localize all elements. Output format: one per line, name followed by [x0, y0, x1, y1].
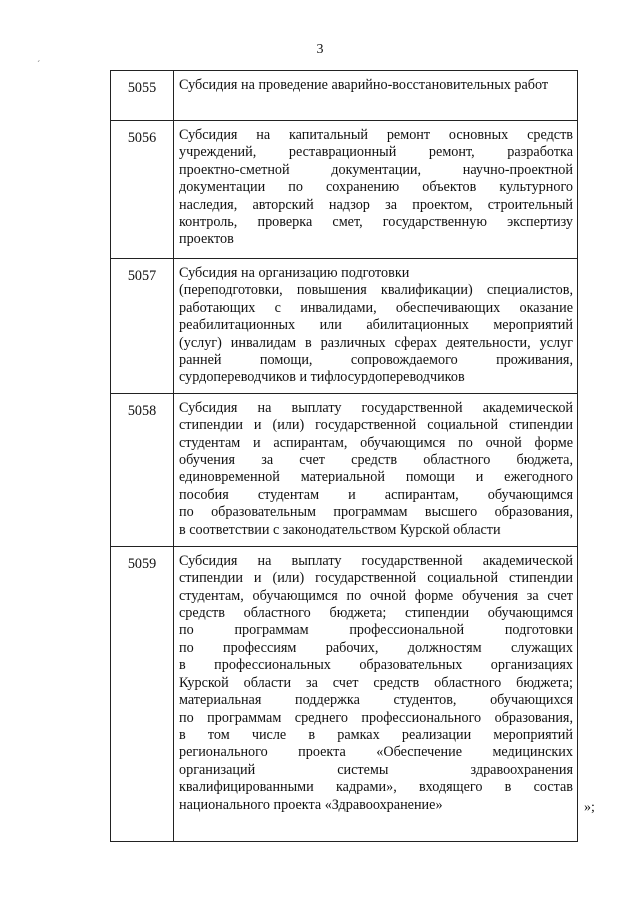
description-line: документации по сохранению объектов культурного [179, 179, 573, 196]
description-line: проектов [179, 231, 234, 248]
stray-mark: ˊ [37, 60, 41, 71]
description-line: в том числе в рамках реализации мероприятий [179, 726, 573, 743]
table-row [111, 71, 578, 121]
table-row [111, 393, 578, 546]
description-line: (переподготовки, повышения квалификации) специалистов, [179, 282, 573, 299]
subsidy-code-table [110, 70, 578, 842]
subsidy-code: 5058 [111, 393, 174, 546]
subsidy-description [174, 71, 578, 121]
table-row [111, 546, 578, 841]
description-line: Субсидия на проведение аварийно-восстановительных работ [179, 77, 549, 93]
description-line: обучения за счет средств областного бюджета, [179, 452, 573, 469]
description-line: Субсидия на организацию подготовки [179, 265, 410, 281]
description-line: ранней помощи, сопровождаемого проживания, [179, 352, 573, 369]
table-row [111, 121, 578, 259]
page-number: 3 [316, 42, 324, 57]
description-line: реабилитационных или абилитационных мероприятий [179, 317, 573, 334]
description-line: проектно-сметной документации, научно-проектной [179, 161, 573, 178]
description-line: по программам профессиональной подготовки [179, 622, 573, 639]
description-line: наследия, авторский надзор за проектом, строительный [179, 196, 573, 213]
description-line: учреждений, реставрационный ремонт, разработка [179, 144, 573, 161]
subsidy-code: 5059 [111, 546, 174, 841]
description-line: квалифицированными кадрами», входящего в состав [179, 779, 573, 796]
description-line: Субсидия на выплату государственной академической [179, 552, 573, 569]
description-line: сурдопереводчиков и тифлосурдопереводчиков [179, 369, 465, 386]
description-line: (услуг) инвалидам в различных сферах деятельности, услуг [179, 334, 573, 351]
description-line: по программам среднего профессионального образования, [179, 709, 573, 726]
subsidy-code: 5055 [111, 71, 174, 121]
description-line: средств областного бюджета; стипендии обучающимся [179, 605, 573, 622]
description-line: национального проекта «Здравоохранение» [179, 796, 443, 813]
description-line: в соответствии с законодательством Курской области [179, 521, 501, 538]
description-line: Субсидия на капитальный ремонт основных средств [179, 127, 573, 143]
description-line: Курской области за счет средств областного бюджета; [179, 674, 573, 691]
description-line: регионального проекта «Обеспечение медицинских [179, 744, 573, 761]
subsidy-description [174, 121, 578, 259]
description-line: организаций системы здравоохранения [179, 761, 573, 778]
description-line: студентам, обучающимся по очной форме обучения за счет [179, 587, 573, 604]
description-line: по образовательным программам высшего образования, [179, 504, 573, 521]
description-line: стипендии и (или) государственной социальной стипендии [179, 570, 573, 587]
subsidy-description [174, 546, 578, 841]
description-line: материальная поддержка студентов, обучающихся [179, 692, 573, 709]
description-line: контроль, проверка смет, государственную экспертизу [179, 214, 573, 231]
description-line: по профессиям рабочих, должностям служащих [179, 639, 573, 656]
subsidy-description [174, 259, 578, 394]
description-line: пособия студентам и аспирантам, обучающимся [179, 486, 573, 503]
description-line: стипендии и (или) государственной социальной стипендии [179, 417, 573, 434]
description-line: в профессиональных образовательных организациях [179, 657, 573, 674]
description-line: единовременной материальной помощи и ежегодного [179, 469, 573, 486]
description-line: студентам и аспирантам, обучающимся по очной форме [179, 434, 573, 451]
subsidy-code: 5056 [111, 121, 174, 259]
subsidy-code: 5057 [111, 259, 174, 394]
table-row [111, 259, 578, 394]
description-line: Субсидия на выплату государственной академической [179, 399, 573, 416]
subsidy-description [174, 393, 578, 546]
description-line: работающих с инвалидами, обеспечивающих оказание [179, 299, 573, 316]
closing-quote-mark: »; [584, 800, 595, 815]
